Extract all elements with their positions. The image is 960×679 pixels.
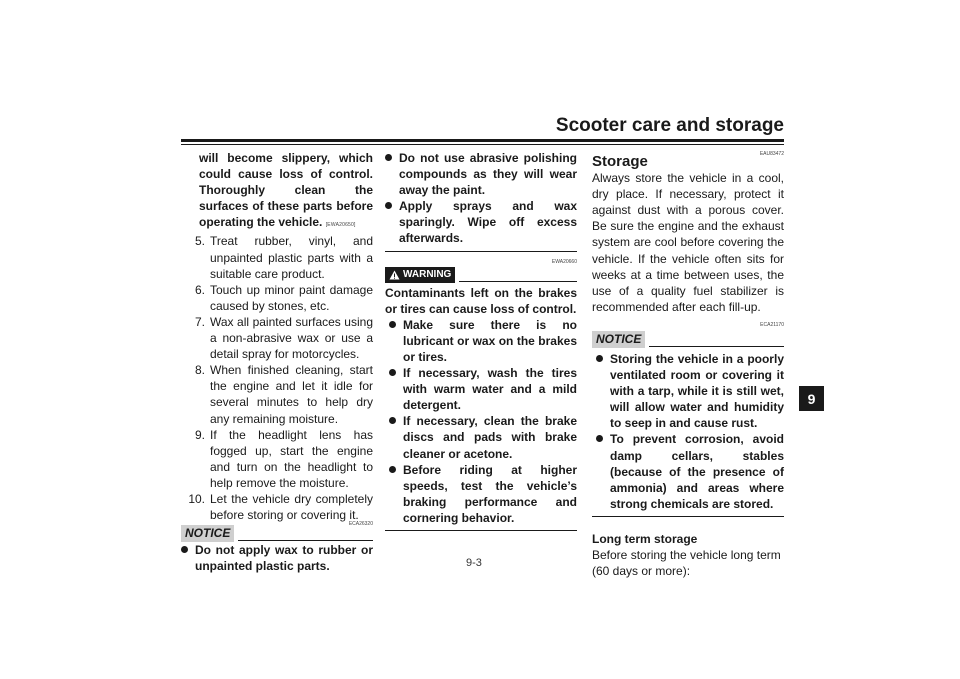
notice-list bbox=[181, 542, 373, 574]
step-text: Let the vehicle dry completely before storing or covering it. bbox=[210, 491, 373, 523]
bullet-text: Make sure there is no lubricant or wax on the brakes or tires. bbox=[403, 317, 577, 364]
bullet-text: To prevent corrosion, avoid damp cellars, stables (because of the presence of ammonia) and areas where strong chemicals are stored. bbox=[610, 432, 784, 511]
list-item bbox=[181, 282, 373, 314]
notice-badge: NOTICE bbox=[181, 525, 234, 542]
list-item bbox=[389, 317, 577, 365]
bullet-text: Before riding at higher speeds, test the vehicle’s braking performance and cornering behavior. bbox=[403, 462, 577, 525]
notice-list bbox=[592, 351, 784, 512]
page-header-title: Scooter care and storage bbox=[555, 115, 784, 136]
section-code: EAU83472 bbox=[759, 151, 784, 157]
cleaning-steps-list bbox=[181, 233, 373, 523]
list-item bbox=[181, 362, 373, 426]
warning-triangle-icon bbox=[389, 270, 400, 280]
step-number: 8. bbox=[194, 363, 205, 378]
column-middle bbox=[385, 150, 577, 531]
list-item bbox=[181, 427, 373, 491]
step-text: When finished cleaning, start the engine and let it idle for several minutes to help dry any remaining moisture. bbox=[210, 363, 373, 426]
list-item bbox=[389, 413, 577, 461]
warning-code: EWA20660 bbox=[551, 258, 577, 265]
bullet-icon bbox=[385, 154, 392, 161]
notice-code: ECA26320 bbox=[348, 521, 373, 528]
step-text: Wax all painted surfaces using a non-abrasive wax or use a detail spray for motorcycles. bbox=[210, 314, 373, 362]
notice-header bbox=[592, 331, 784, 348]
warning-header bbox=[385, 267, 577, 283]
step-number: 5. bbox=[194, 234, 205, 249]
warning-label: WARNING bbox=[403, 268, 452, 280]
section-body: Always store the vehicle in a cool, dry place. If necessary, protect it against dust with a porous cover. Be sure the engine and the exhaust system are cool before covering the vehicle. If the vehicle often sits for weeks at a time between uses, the use of a quality fuel stabilizer is recommended after each fill-up. bbox=[592, 171, 784, 314]
step-text: Touch up minor paint damage caused by stones, etc. bbox=[210, 282, 373, 313]
list-item bbox=[596, 351, 784, 431]
subsection-body: Before storing the vehicle long term (60 days or more): bbox=[592, 547, 781, 579]
bullet-text: If necessary, clean the brake discs and pads with brake cleaner or acetone. bbox=[403, 414, 577, 461]
bullet-icon bbox=[389, 321, 396, 328]
bullet-icon bbox=[596, 355, 603, 362]
step-number: 10. bbox=[188, 491, 205, 506]
notice-rule bbox=[649, 346, 784, 347]
bullet-text: Do not apply wax to rubber or unpainted plastic parts. bbox=[195, 543, 373, 574]
bullet-icon bbox=[181, 546, 188, 553]
notice-end-rule bbox=[385, 251, 577, 252]
list-item bbox=[385, 198, 577, 246]
bullet-text: Do not use abrasive polishing compounds as they will wear away the paint. bbox=[399, 151, 577, 198]
notice-code: ECA21170 bbox=[760, 321, 784, 328]
step-number: 6. bbox=[194, 282, 205, 297]
warning-list bbox=[385, 317, 577, 526]
list-item bbox=[181, 314, 373, 362]
subsection-title: Long term storage bbox=[592, 531, 698, 546]
bullet-text: Storing the vehicle in a poorly ventilated room or covering it with a tarp, while it is still wet, will allow water and humidity to seep in and cause rust. bbox=[610, 351, 784, 431]
list-item bbox=[389, 462, 577, 526]
bullet-text: Apply sprays and wax sparingly. Wipe off excess afterwards. bbox=[399, 199, 577, 246]
bullet-text: If necessary, wash the tires with warm water and a mild detergent. bbox=[403, 366, 577, 413]
step-text: Treat rubber, vinyl, and unpainted plastic parts with a suitable care product. bbox=[210, 234, 373, 281]
column-left bbox=[181, 150, 373, 574]
warning-badge bbox=[385, 267, 455, 283]
page-number: 9-3 bbox=[466, 557, 482, 569]
warning-code: [EWA20650] bbox=[325, 222, 356, 229]
bullet-icon bbox=[389, 417, 396, 424]
warning-intro: Contaminants left on the brakes or tires can cause loss of control. bbox=[385, 285, 577, 316]
list-item bbox=[389, 365, 577, 413]
warning-continuation bbox=[181, 150, 373, 233]
bullet-icon bbox=[389, 369, 396, 376]
header-rule-thin bbox=[181, 144, 784, 145]
step-number: 9. bbox=[194, 427, 205, 442]
list-item bbox=[181, 233, 373, 281]
list-item bbox=[181, 491, 373, 523]
list-item bbox=[385, 150, 577, 198]
bullet-icon bbox=[596, 435, 603, 442]
warning-end-rule bbox=[385, 530, 577, 531]
notice-rule bbox=[238, 540, 373, 541]
notice-list-continued bbox=[385, 150, 577, 247]
list-item bbox=[181, 542, 373, 574]
column-right bbox=[592, 150, 784, 579]
notice-badge: NOTICE bbox=[592, 331, 645, 348]
step-text: If the headlight lens has fogged up, start the engine and turn on the headlight to help remove the moisture. bbox=[210, 427, 373, 490]
step-number: 7. bbox=[194, 314, 205, 329]
bullet-icon bbox=[385, 202, 392, 209]
section-title: Storage bbox=[592, 153, 648, 170]
header-rule-thick bbox=[181, 139, 784, 142]
list-item bbox=[596, 431, 784, 511]
warning-continuation-text: will become slippery, which could cause loss of control. Thoroughly clean the surfaces of these parts before operating the vehicle. bbox=[199, 151, 373, 230]
chapter-tab[interactable]: 9 bbox=[799, 386, 824, 411]
warning-rule bbox=[459, 281, 577, 282]
bullet-icon bbox=[389, 466, 396, 473]
